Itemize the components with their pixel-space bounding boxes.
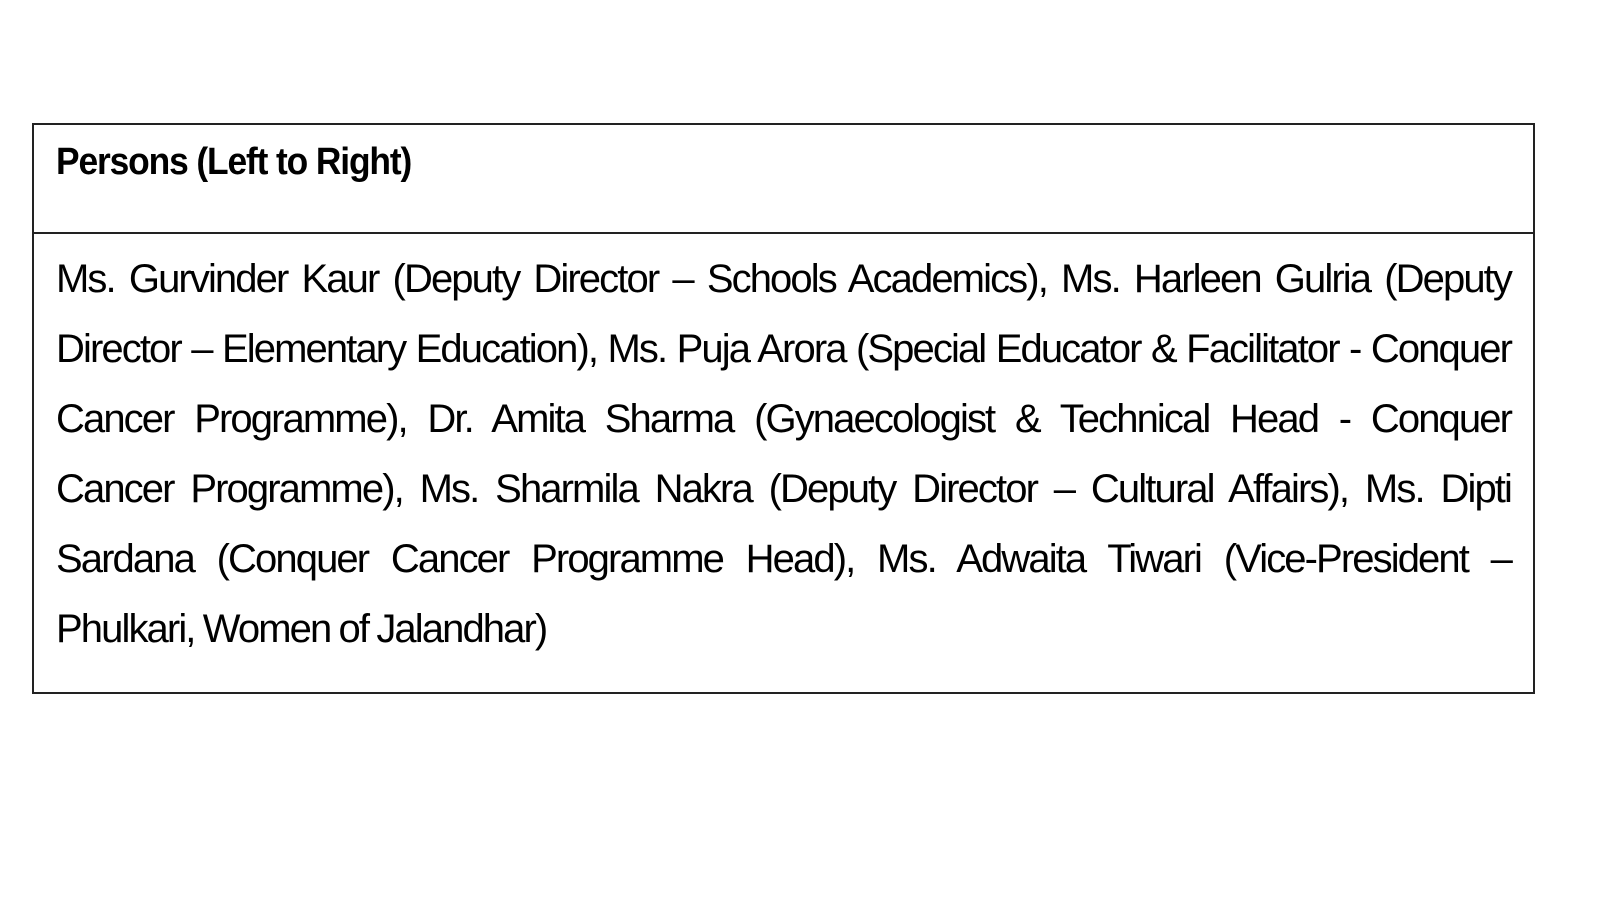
persons-heading: Persons (Left to Right)	[56, 141, 412, 183]
body-cell	[33, 233, 1534, 693]
persons-caption-table	[32, 123, 1535, 694]
header-cell	[33, 124, 1534, 233]
persons-list-text: Ms. Gurvinder Kaur (Deputy Director – Schools Academics), Ms. Harleen Gulria (Deputy Director – Elementary Education), Ms. Puja Arora (Special Educator & Facilitator - Conquer Cancer Programme), Dr. Amita Sharma (Gynaecologist & Technical Head - Conquer Cancer Programme), Ms. Sharmila Nakra (Deputy Director – Cultural Affairs), Ms. Dipti Sardana (Conquer Cancer Programme Head), Ms. Adwaita Tiwari (Vice-President – Phulkari, Women of Jalandhar)	[56, 257, 1511, 651]
table-body-row	[33, 233, 1534, 693]
table-header-row	[33, 124, 1534, 233]
